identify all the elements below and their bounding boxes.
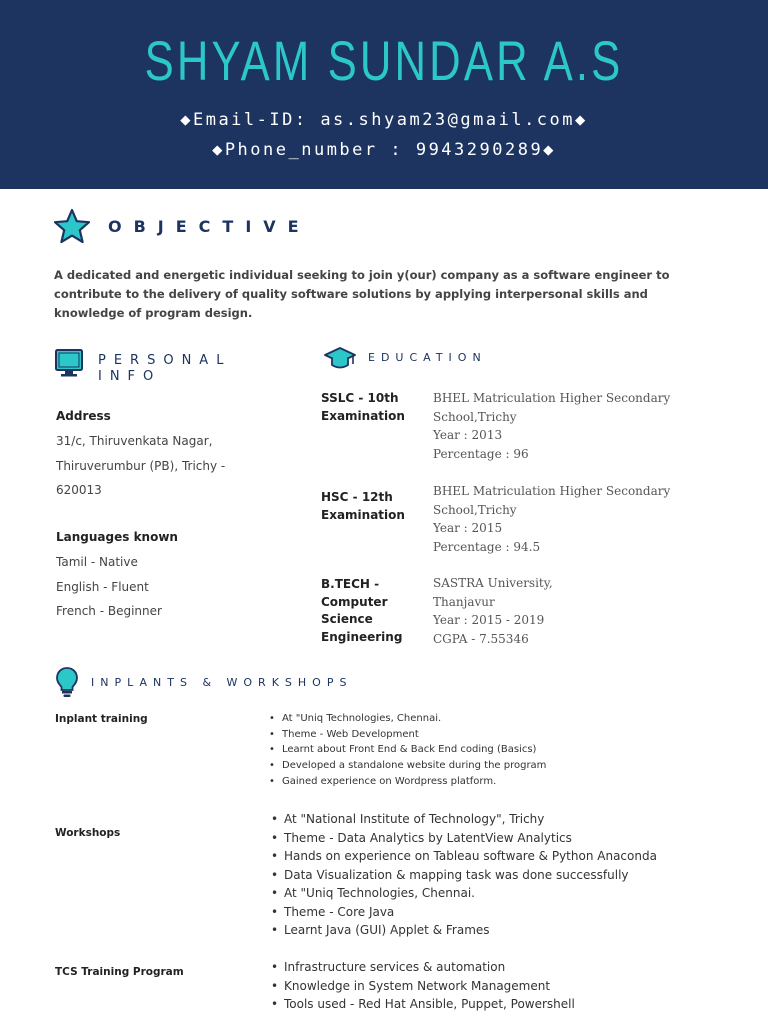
edu-detail-sslc	[433, 389, 670, 463]
edu-detail-line: Year : 2015 - 2019	[433, 613, 545, 627]
list-item: • Data Visualization & mapping task was done successfully	[268, 866, 657, 885]
address-line: 31/c, Thiruvenkata Nagar,	[56, 434, 213, 448]
objective-title: OBJECTIVE	[108, 217, 311, 236]
edu-label-line: B.TECH -	[321, 577, 380, 591]
edu-detail-line: School,Trichy	[433, 409, 517, 424]
address-line: 620013	[56, 483, 102, 497]
phone-line: ◆Phone_number : 9943290289◆	[212, 140, 556, 160]
languages-label: Languages known	[56, 530, 178, 544]
list-item: • Hands on experience on Tableau software & Python Anaconda	[268, 847, 657, 866]
edu-detail-line: Percentage : 94.5	[433, 539, 541, 554]
list-item: • Theme - Data Analytics by LatentView Analytics	[268, 829, 657, 848]
edu-label-hsc	[321, 489, 405, 524]
monitor-icon	[54, 348, 84, 378]
list-item: • Infrastructure services & automation	[268, 958, 575, 977]
list-item: • At "National Institute of Technology", Trichy	[268, 810, 657, 829]
list-item: • Tools used - Red Hat Ansible, Puppet, Powershell	[268, 995, 575, 1014]
education-title: EDUCATION	[368, 351, 487, 364]
tcs-list	[268, 958, 575, 1014]
edu-detail-btech	[433, 574, 553, 648]
personal-title-line1: PERSONAL	[98, 353, 232, 368]
list-item: • At "Uniq Technologies, Chennai.	[266, 711, 546, 727]
languages-list	[56, 550, 162, 624]
edu-detail-line: CGPA - 7.55346	[433, 631, 529, 646]
edu-detail-line: BHEL Matriculation Higher Secondary	[433, 484, 671, 498]
list-item: • Gained experience on Wordpress platform.	[266, 774, 546, 790]
edu-label-line: Engineering	[321, 629, 403, 644]
edu-label-sslc	[321, 390, 405, 425]
list-item: • Learnt Java (GUI) Applet & Frames	[268, 921, 657, 940]
edu-label-line: HSC - 12th	[321, 490, 393, 504]
workshops-list	[268, 810, 657, 940]
list-item: • Learnt about Front End & Back End coding (Basics)	[266, 742, 546, 758]
edu-detail-line: Year : 2015	[433, 521, 503, 535]
objective-text: A dedicated and energetic individual seeking to join y(our) company as a software engineer to contribute to the delivery of quality software solutions by applying interpersonal skills and knowledge of program design.	[54, 268, 670, 320]
graduation-cap-icon	[324, 346, 356, 372]
list-item: • Developed a standalone website during the program	[266, 758, 546, 774]
list-item: • Theme - Core Java	[268, 903, 657, 922]
edu-detail-line: Thanjavur	[433, 594, 495, 609]
candidate-name: SHYAM SUNDAR A.S	[144, 29, 624, 92]
edu-detail-line: BHEL Matriculation Higher Secondary	[433, 391, 671, 405]
workshops-title: INPLANTS & WORKSHOPS	[91, 676, 353, 689]
address-line: Thiruverumbur (PB), Trichy -	[56, 458, 226, 473]
personal-info-title	[98, 353, 231, 385]
edu-label-line: Examination	[321, 408, 405, 423]
language-item: Tamil - Native	[56, 555, 138, 569]
personal-title-line2: INFO	[98, 369, 162, 384]
edu-label-line: Computer	[321, 594, 388, 609]
group-label-inplant: Inplant training	[55, 713, 148, 725]
edu-label-line: Examination	[321, 507, 405, 522]
address-block	[56, 429, 225, 503]
star-icon	[53, 208, 91, 244]
edu-detail-line: School,Trichy	[433, 502, 517, 517]
group-label-tcs: TCS Training Program	[55, 966, 184, 978]
language-item: French - Beginner	[56, 604, 162, 618]
edu-label-line: SSLC - 10th	[321, 391, 399, 405]
edu-detail-line: Percentage : 96	[433, 446, 529, 461]
header-banner	[0, 0, 768, 189]
email-line: ◆Email-ID: as.shyam23@gmail.com◆	[180, 110, 588, 130]
edu-detail-hsc	[433, 482, 670, 556]
lightbulb-icon	[55, 666, 79, 698]
address-label: Address	[56, 409, 111, 423]
edu-detail-line: Year : 2013	[433, 428, 503, 442]
inplant-list	[266, 711, 546, 790]
edu-label-btech	[321, 576, 402, 646]
edu-detail-line: SASTRA University,	[433, 576, 553, 590]
edu-label-line: Science	[321, 612, 373, 626]
list-item: • Theme - Web Development	[266, 727, 546, 743]
group-label-workshops: Workshops	[55, 827, 121, 839]
language-item: English - Fluent	[56, 579, 149, 594]
list-item: • Knowledge in System Network Management	[268, 977, 575, 996]
list-item: • At "Uniq Technologies, Chennai.	[268, 884, 657, 903]
